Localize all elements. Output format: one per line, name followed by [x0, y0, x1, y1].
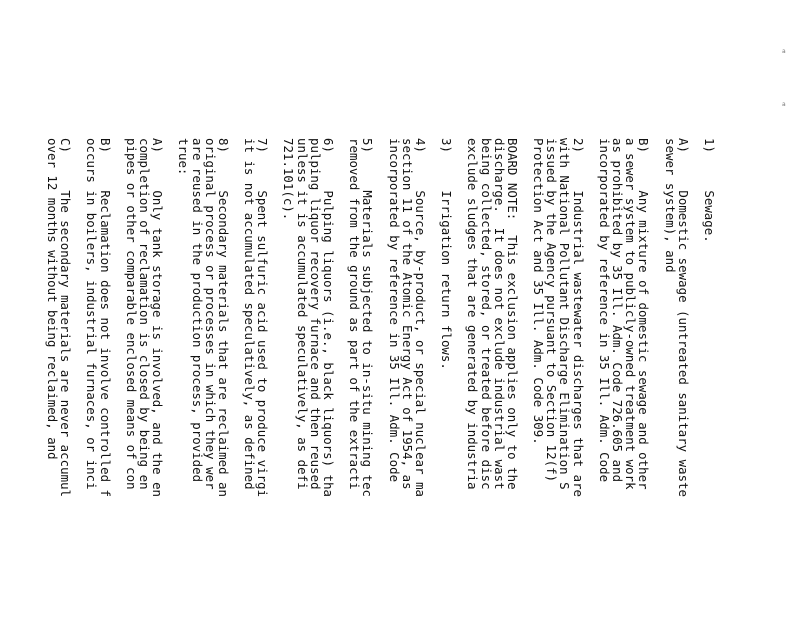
document-text-line: occurs in boilers, industrial furnaces, or inci — [84, 138, 100, 490]
document-text-line: true: — [176, 138, 192, 176]
document-text-line: section 11 of the Atomic Energy Act of 1954, as — [399, 138, 415, 490]
document-text-line: a sewer system to publicly-owned treatment work — [623, 138, 639, 490]
blank-line — [585, 138, 598, 618]
document-text-line: unless it is accumulated speculatively, as defi — [294, 138, 310, 490]
document-text-line: incorporated by reference in 35 Ill. Adm. Code — [596, 138, 612, 483]
document-text-line: pipes or other comparable enclosed means of con — [123, 138, 139, 490]
blank-line — [230, 138, 243, 618]
margin-mark-bottom: a — [782, 101, 786, 108]
document-text-line: B) Reclamation does not involve controlled f — [97, 138, 113, 498]
blank-line — [453, 138, 466, 618]
blank-line — [650, 138, 663, 618]
document-text-line: incorporated by reference in 35 Ill. Adm. Code — [386, 138, 402, 483]
document-text-line: issued by the Agency pursuant to Section 12(f) — [544, 138, 560, 483]
blank-line — [427, 138, 440, 618]
rotated-document-text — [46, 138, 716, 618]
document-text-line: 8) Secondary materials that are reclaimed an — [215, 138, 231, 498]
document-text-line: A) Only tank storage is involved, and the en — [150, 138, 166, 498]
blank-line — [269, 138, 282, 618]
document-text-line: BOARD NOTE: This exclusion applies only to the — [504, 138, 520, 490]
document-text-line: C) The secondary materials are never accumul — [58, 138, 74, 498]
document-text-line: 4) Source, by-product, or special nuclear ma — [412, 138, 428, 498]
blank-line — [690, 138, 703, 618]
blank-line — [72, 138, 85, 618]
document-text-line: discharge. It does not exclude industrial wast — [491, 138, 507, 490]
blank-line — [335, 138, 348, 618]
document-text-line: original process or processes in which they wer — [202, 138, 218, 490]
blank-line — [164, 138, 177, 618]
blank-line — [519, 138, 532, 618]
document-text-line: 7) Spent sulfuric acid used to produce virgi — [255, 138, 271, 498]
document-text-line: sewer system), and — [662, 138, 678, 273]
document-text-line: completion of reclamation is closed by being en — [136, 138, 152, 490]
document-text-line: A) Domestic sewage (untreated sanitary waste — [675, 138, 691, 498]
document-text-line: Protection Act and 35 Ill. Adm. Code 309. — [531, 138, 547, 445]
blank-line — [112, 138, 125, 618]
document-text-line: 721.101(c). — [281, 138, 297, 221]
document-text-line: 3) Irrigation return flows. — [439, 138, 455, 370]
document-text-line: 2) Industrial wastewater discharges that are — [570, 138, 586, 498]
document-text-line: are reused in the production process, provided — [189, 138, 205, 483]
document-text-line: with National Pollutant Discharge Elimination S — [557, 138, 573, 490]
document-text-line: pulping liquor recovery furnace and then reused — [307, 138, 323, 490]
blank-line — [374, 138, 387, 618]
document-text-line: over 12 months without being reclaimed, and — [44, 138, 60, 460]
document-text-line: 1) Sewage. — [702, 138, 717, 243]
document-text-line: it is not accumulated speculatively, as defined — [242, 138, 258, 490]
document-text-line: B) Any mixture of domestic sewage and other — [636, 138, 652, 490]
document-text-line: exclude sludges that are generated by industria — [465, 138, 481, 490]
document-text-line: 5) Materials subjected to in-situ mining tec — [360, 138, 376, 498]
margin-mark-top: a — [782, 48, 786, 55]
document-text-line: being collected, stored, or treated before disc — [478, 138, 494, 490]
document-text-line: removed from the ground as part of the extracti — [347, 138, 363, 490]
document-text-line: 6) Pulping liquors (i.e., black liquors) tha — [320, 138, 336, 498]
document-text-line: as prohibited by 35 Ill. Adm. Code 726.605 and — [610, 138, 626, 483]
